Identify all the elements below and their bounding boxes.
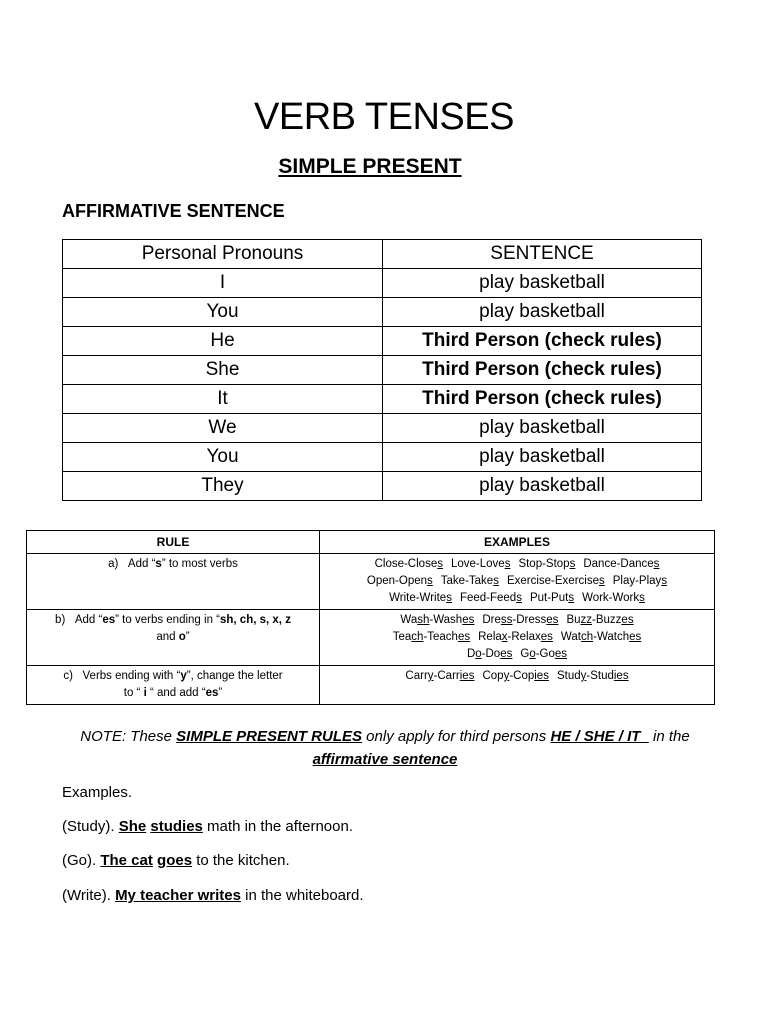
example-line — [324, 556, 710, 573]
table-row — [27, 610, 715, 666]
examples-column-header: EXAMPLES — [320, 531, 715, 554]
example-word: Relax-Relaxes — [478, 631, 553, 643]
example-text: math in the afternoon. — [202, 818, 353, 835]
sentence-cell: Third Person (check rules) — [383, 327, 702, 356]
pronoun-cell: I — [63, 269, 383, 298]
example-sentence — [62, 818, 353, 835]
note-rules: SIMPLE PRESENT RULES — [176, 728, 363, 745]
example-word: Exercise-Exercises — [506, 575, 605, 587]
example-word: Take-Takes — [440, 575, 499, 587]
sentence-cell: play basketball — [383, 269, 702, 298]
example-word: Carry-Carries — [405, 670, 475, 682]
example-verb-hint: (Study). — [62, 818, 119, 835]
example-word: Dance-Dances — [583, 558, 660, 570]
example-word: Close-Closes — [374, 558, 443, 570]
examples-cell — [320, 610, 715, 666]
pronoun-cell: They — [63, 472, 383, 501]
example-line — [324, 629, 710, 646]
page-title: VERB TENSES — [254, 96, 514, 138]
example-line — [324, 646, 710, 663]
example-word: Stop-Stops — [518, 558, 576, 570]
table-row — [63, 356, 702, 385]
example-highlight: The cat — [100, 852, 153, 869]
sentence-column-header: SENTENCE — [383, 240, 702, 269]
example-line — [324, 668, 710, 685]
table-row — [27, 666, 715, 705]
table-row — [63, 385, 702, 414]
section-heading: AFFIRMATIVE SENTENCE — [62, 201, 285, 221]
note-persons: HE / SHE / IT — [550, 728, 649, 745]
page-subtitle: SIMPLE PRESENT — [278, 155, 462, 178]
example-text: to the kitchen. — [192, 852, 290, 869]
pronoun-cell: You — [63, 298, 383, 327]
example-word: Work-Works — [582, 592, 645, 604]
sentence-cell: play basketball — [383, 298, 702, 327]
example-line — [324, 612, 710, 629]
example-word: Wash-Washes — [400, 614, 475, 626]
table-row — [63, 327, 702, 356]
example-word: Teach-Teaches — [392, 631, 471, 643]
rule-cell: a) Add “s” to most verbs — [27, 554, 320, 610]
example-word: Love-Loves — [450, 558, 511, 570]
example-highlight: studies — [150, 818, 203, 835]
table-row — [63, 414, 702, 443]
table-row — [63, 443, 702, 472]
note-suffix: in the — [648, 728, 690, 745]
pronoun-table — [62, 239, 702, 501]
example-highlight: My teacher writes — [115, 887, 241, 904]
example-word: Buzz-Buzzes — [566, 614, 634, 626]
rules-table — [26, 530, 715, 705]
example-word: Study-Studies — [556, 670, 629, 682]
example-word: Dress-Dresses — [482, 614, 559, 626]
rule-column-header: RULE — [27, 531, 320, 554]
pronoun-cell: It — [63, 385, 383, 414]
pronoun-cell: You — [63, 443, 383, 472]
pronoun-column-header: Personal Pronouns — [63, 240, 383, 269]
note — [40, 725, 730, 771]
rule-cell: b) Add “es” to verbs ending in “sh, ch, s, x, z and o” — [27, 610, 320, 666]
examples-cell — [320, 554, 715, 610]
example-word: Watch-Watches — [560, 631, 642, 643]
pronoun-cell: We — [63, 414, 383, 443]
example-highlight: goes — [157, 852, 193, 869]
rule-cell: c) Verbs ending with “y”, change the letter to “ i “ and add “es” — [27, 666, 320, 705]
note-line2: affirmative sentence — [312, 751, 458, 768]
example-word: Put-Puts — [529, 592, 575, 604]
pronoun-cell: She — [63, 356, 383, 385]
example-verb-hint: (Go). — [62, 852, 101, 869]
example-word: Play-Plays — [612, 575, 668, 587]
pronoun-cell: He — [63, 327, 383, 356]
example-word: Do-Does — [466, 648, 513, 660]
examples-cell — [320, 666, 715, 705]
sentence-cell: play basketball — [383, 443, 702, 472]
example-verb-hint: (Write). — [62, 887, 116, 904]
example-line — [324, 590, 710, 607]
note-prefix: NOTE: These — [80, 728, 177, 745]
sentence-cell: play basketball — [383, 472, 702, 501]
table-row — [63, 472, 702, 501]
example-highlight: She — [118, 818, 147, 835]
example-word: Write-Writes — [389, 592, 452, 604]
example-sentence — [62, 852, 290, 869]
example-word: Feed-Feeds — [459, 592, 522, 604]
sentence-cell: Third Person (check rules) — [383, 356, 702, 385]
pronoun-table-header-row — [63, 240, 702, 269]
example-word: Open-Opens — [366, 575, 433, 587]
table-row — [27, 554, 715, 610]
example-word: Go-Goes — [520, 648, 568, 660]
table-row — [63, 298, 702, 327]
examples-heading: Examples. — [62, 784, 133, 801]
example-sentence — [62, 887, 364, 904]
example-word: Copy-Copies — [482, 670, 549, 682]
sentence-cell: Third Person (check rules) — [383, 385, 702, 414]
sentence-cell: play basketball — [383, 414, 702, 443]
note-middle: only apply for third persons — [362, 728, 551, 745]
table-row — [63, 269, 702, 298]
rules-table-header-row — [27, 531, 715, 554]
example-line — [324, 573, 710, 590]
example-text: in the whiteboard. — [240, 887, 364, 904]
